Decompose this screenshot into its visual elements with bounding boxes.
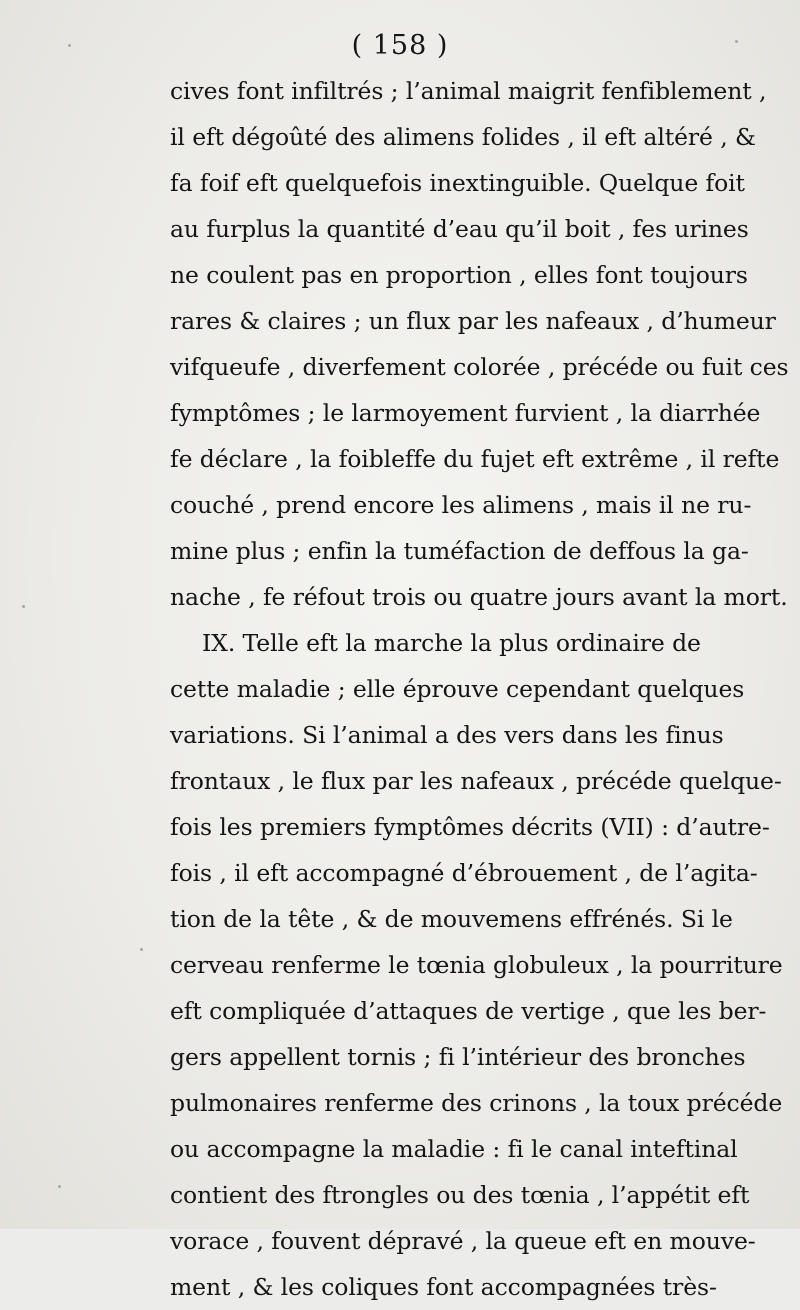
paper-speck (140, 948, 143, 951)
paper-speck (22, 605, 25, 608)
text-line: fa foif eft quelquefois inextinguible. Quelque foit (170, 169, 745, 197)
text-line: gers appellent tornis ; fi l’intérieur des bronches (170, 1043, 746, 1071)
text-line: variations. Si l’animal a des vers dans les finus (170, 721, 724, 749)
text-line: mine plus ; enfin la tuméfaction de deffous la ga- (170, 537, 749, 565)
body-text (170, 68, 789, 1310)
text-line: au furplus la quantité d’eau qu’il boit , fes urines (170, 215, 749, 243)
text-line: pulmonaires renferme des crinons , la toux précéde (170, 1089, 783, 1117)
text-line: rares & claires ; un flux par les nafeaux , d’humeur (170, 307, 776, 335)
text-line: cette maladie ; elle éprouve cependant quelques (170, 675, 745, 703)
text-line: fe déclare , la foibleffe du fujet eft extrême , il refte (170, 445, 780, 473)
text-line: ment , & les coliques font accompagnées très- (170, 1273, 717, 1301)
text-line: fois , il eft accompagné d’ébrouement , de l’agita- (170, 859, 758, 887)
text-line: il eft dégoûté des alimens folides , il eft altéré , & (170, 123, 756, 151)
text-line: tion de la tête , & de mouvemens effrénés. Si le (170, 905, 733, 933)
text-line: ou accompagne la maladie : fi le canal inteftinal (170, 1135, 738, 1163)
text-line: cives font infiltrés ; l’animal maigrit fenfiblement , (170, 77, 767, 105)
text-line: nache , fe réfout trois ou quatre jours avant la mort. (170, 583, 788, 611)
text-line: ne coulent pas en proportion , elles font toujours (170, 261, 748, 289)
text-line: fymptômes ; le larmoyement furvient , la diarrhée (170, 399, 761, 427)
text-line: eft compliquée d’attaques de vertige , que les ber- (170, 997, 767, 1025)
paper-speck (58, 1185, 61, 1188)
text-line: cerveau renferme le tœnia globuleux , la pourriture (170, 951, 783, 979)
text-line: contient des ftrongles ou des tœnia , l’appétit eft (170, 1181, 750, 1209)
text-line: vifqueufe , diverfement colorée , précéde ou fuit ces (170, 353, 789, 381)
text-line: vorace , fouvent dépravé , la queue eft en mouve- (170, 1227, 756, 1255)
text-line: IX. Telle eft la marche la plus ordinaire de (202, 629, 701, 657)
text-line: couché , prend encore les alimens , mais il ne ru- (170, 491, 752, 519)
page-number: ( 158 ) (351, 30, 449, 61)
text-line: frontaux , le flux par les nafeaux , précéde quelque- (170, 767, 782, 795)
text-line: fois les premiers fymptômes décrits (VII) : d’autre- (170, 813, 770, 841)
